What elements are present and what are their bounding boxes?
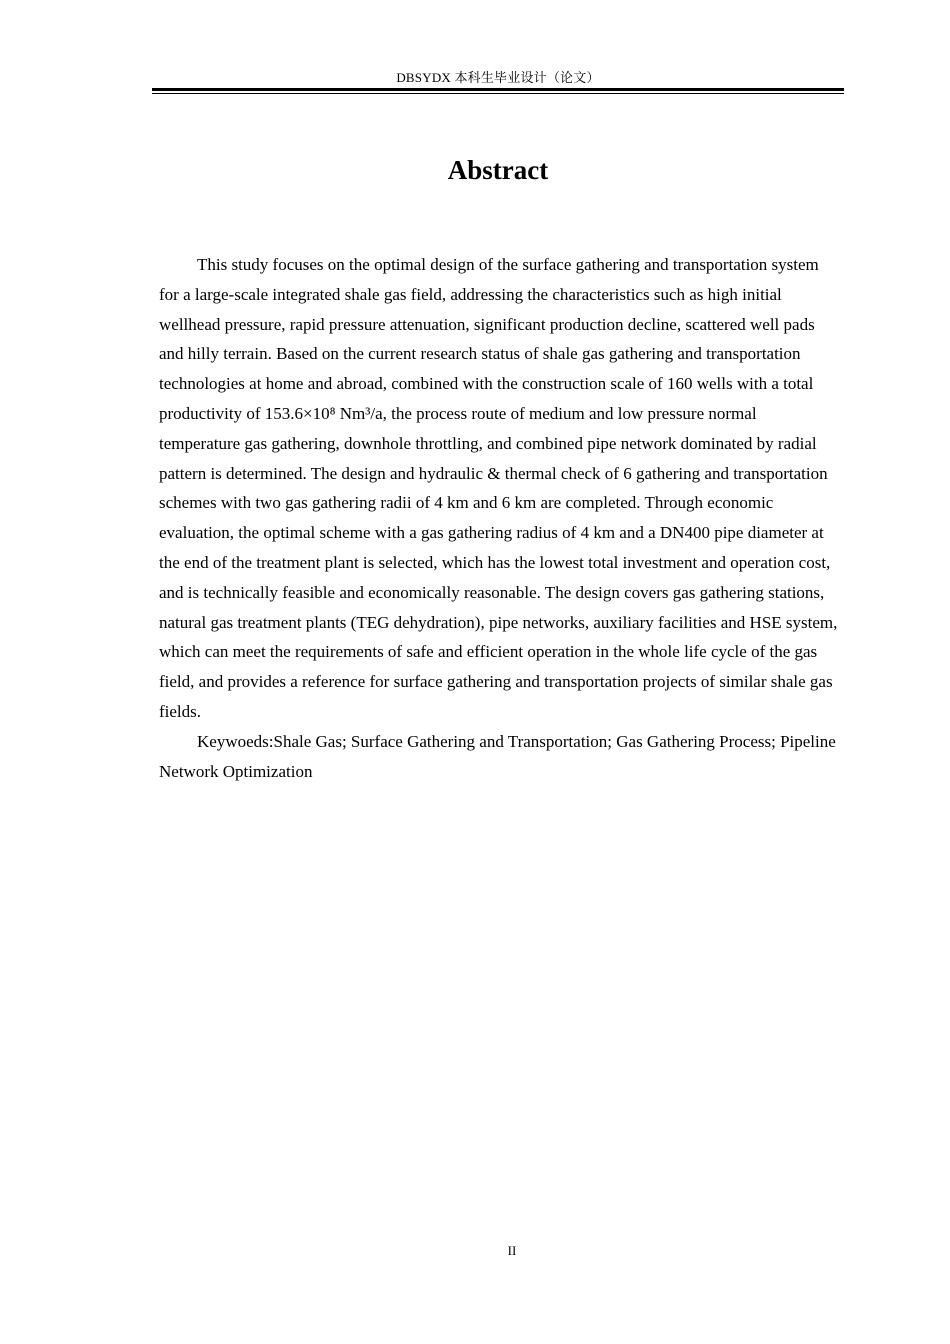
abstract-paragraph: This study focuses on the optimal design of the surface gathering and transportation system for a large-scale integrated shale gas field, addressing the characteristics such as high initial wellhead pressure, rapid pressure attenuation, significant production decline, scattered well pads and hilly terrain. Based on the current research status of shale gas gathering and transportation technologies at home and abroad, combined with the construction scale of 160 wells with a total productivity of 153.6×10⁸ Nm³/a, the process route of medium and low pressure normal temperature gas gathering, downhole throttling, and combined pipe network dominated by radial pattern is determined. The design and hydraulic & thermal check of 6 gathering and transportation schemes with two gas gathering radii of 4 km and 6 km are completed. Through economic evaluation, the optimal scheme with a gas gathering radius of 4 km and a DN400 pipe diameter at the end of the treatment plant is selected, which has the lowest total investment and operation cost, and is technically feasible and economically reasonable. The design covers gas gathering stations, natural gas treatment plants (TEG dehydration), pipe networks, auxiliary facilities and HSE system, which can meet the requirements of safe and efficient operation in the whole life cycle of the gas field, and provides a reference for surface gathering and transportation projects of similar shale gas fields. bbox=[159, 255, 838, 721]
page-header: DBSYDX 本科生毕业设计（论文） bbox=[396, 70, 600, 85]
header-rule-thin bbox=[152, 93, 844, 94]
header-rule-thick bbox=[152, 88, 844, 91]
abstract-title: Abstract bbox=[447, 155, 549, 185]
abstract-content bbox=[159, 250, 839, 786]
keywords-paragraph: Keywoeds:Shale Gas; Surface Gathering and Transportation; Gas Gathering Process; Pipeline Network Optimization bbox=[159, 731, 836, 781]
page-number: II bbox=[507, 1243, 517, 1258]
